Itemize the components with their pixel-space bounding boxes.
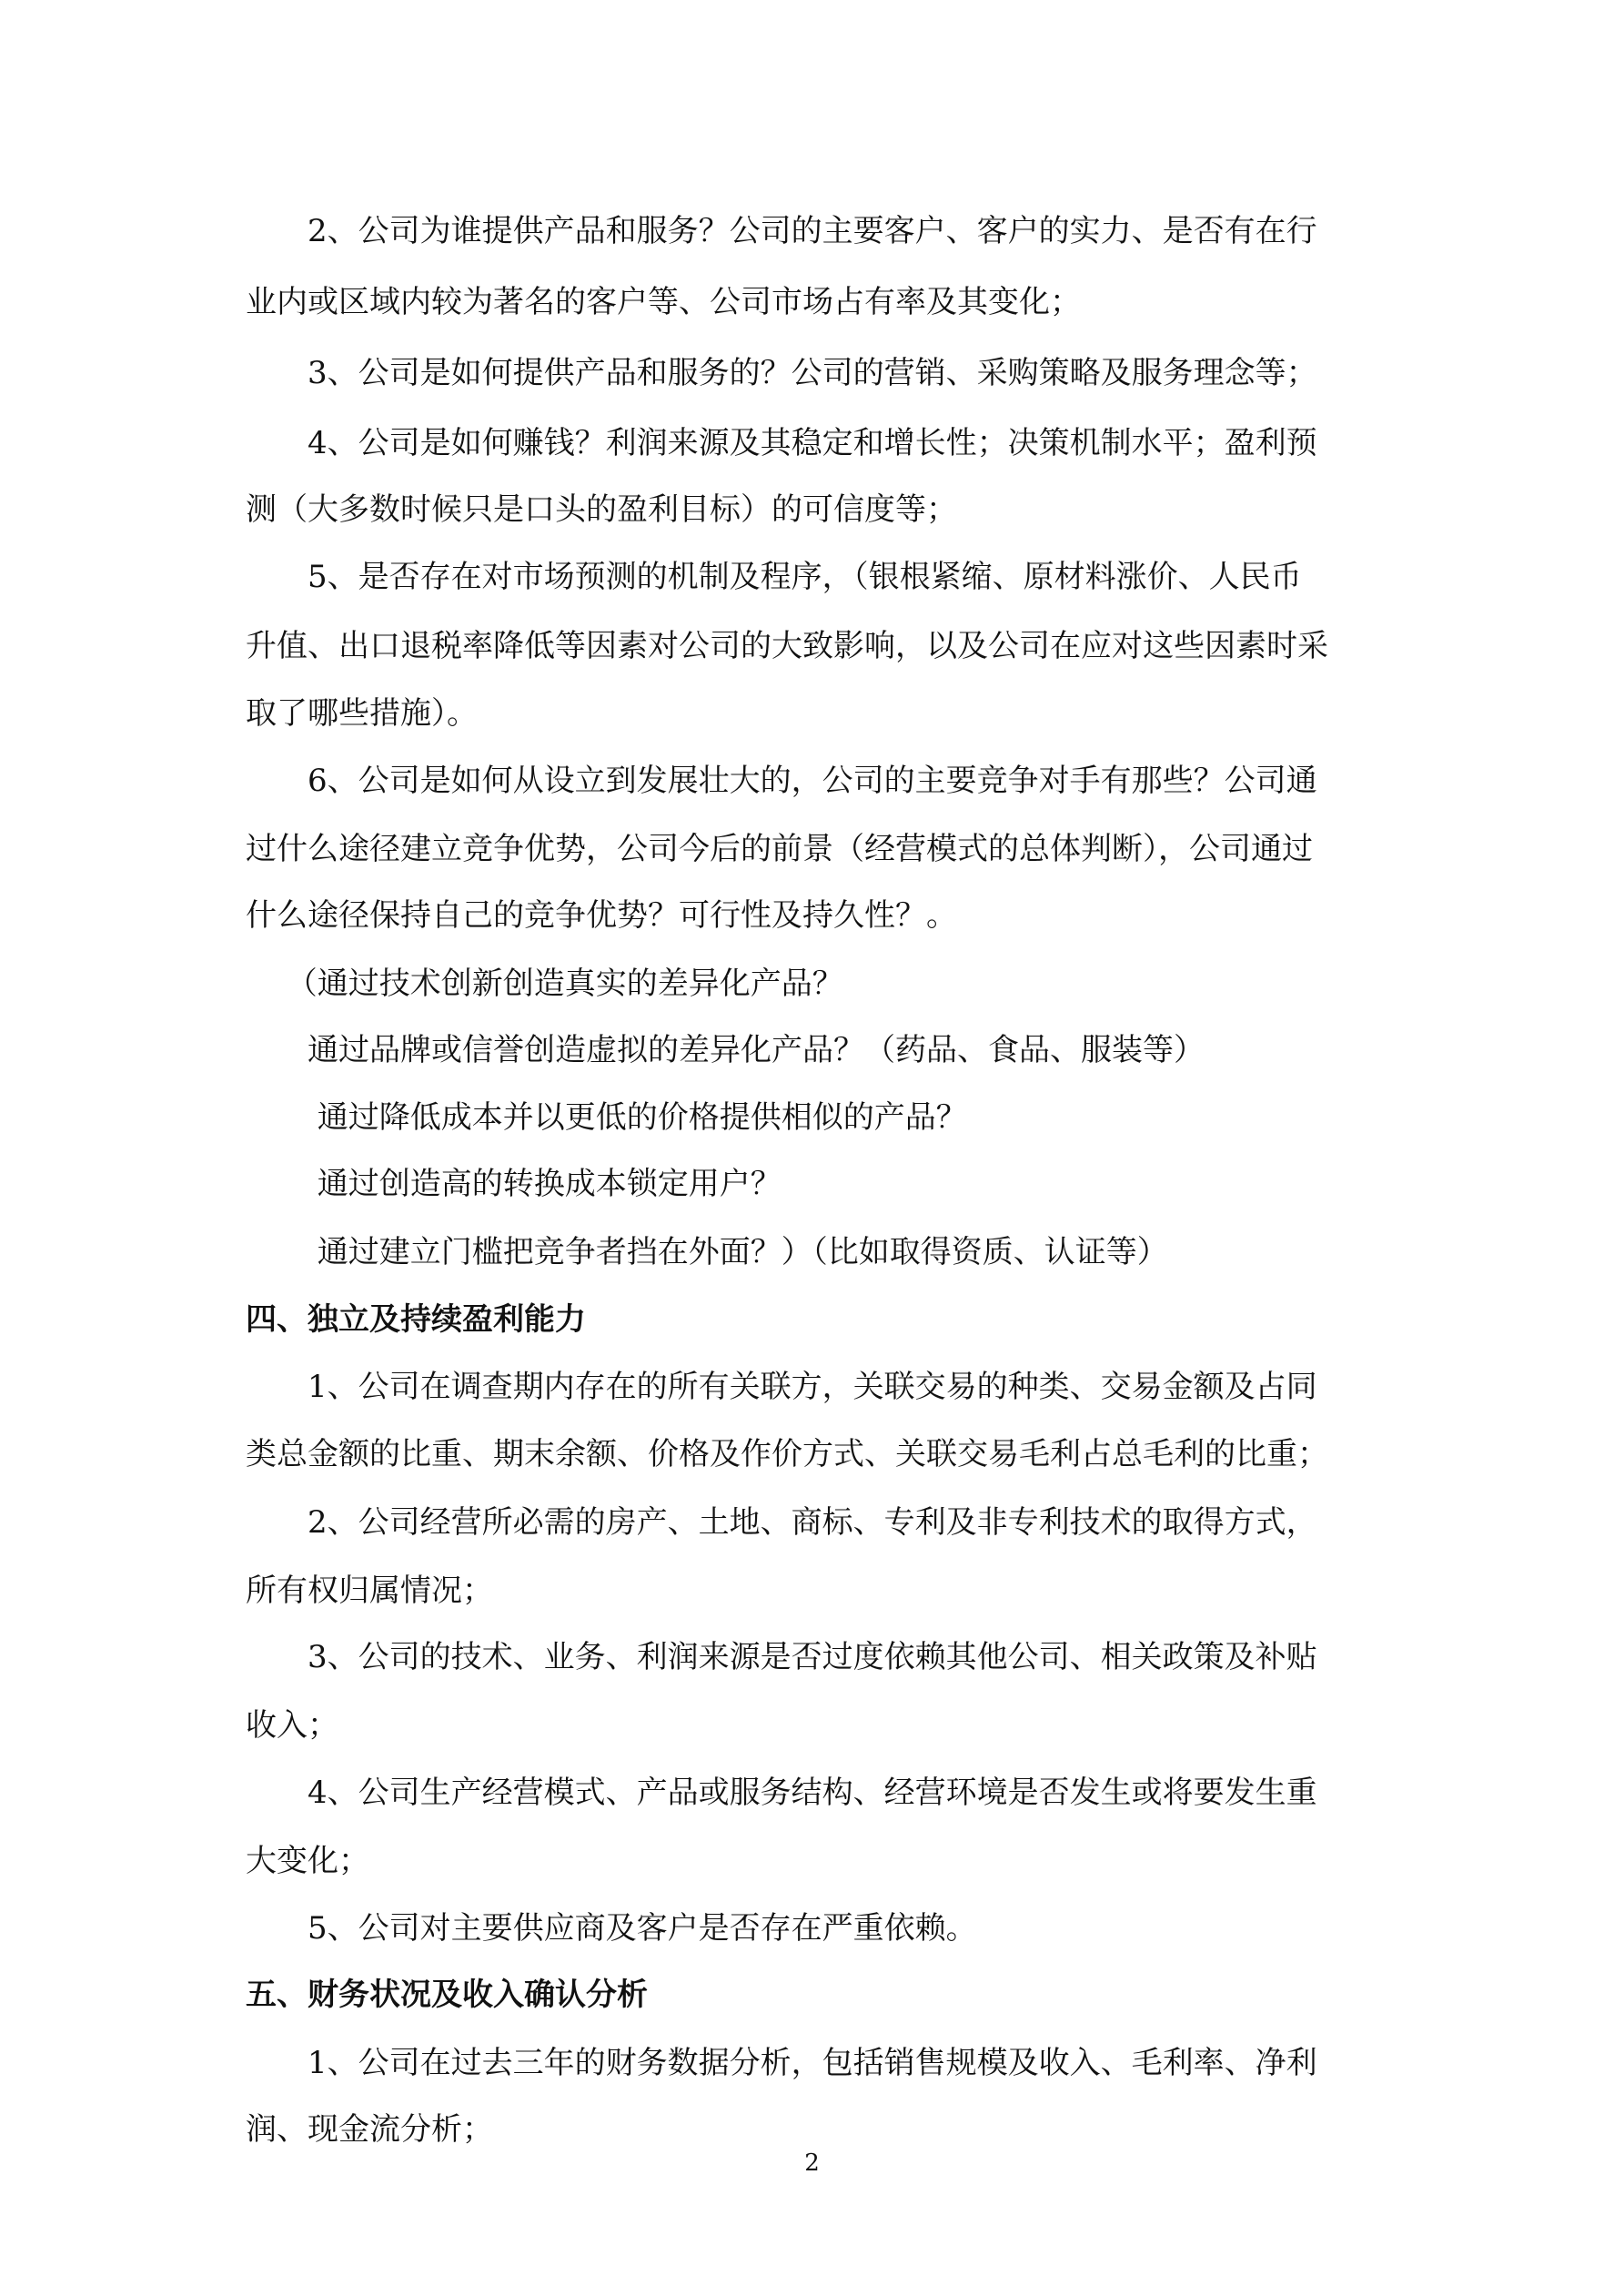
paragraph-5-forecast-line-1: 5、是否存在对市场预测的机制及程序，（银根紧缩、原材料涨价、人民币 — [246, 559, 1302, 595]
section-4-item-1-line-1: 1、公司在调查期内存在的所有关联方，关联交易的种类、交易金额及占同 — [246, 1369, 1317, 1405]
section-heading-5: 五、财务状况及收入确认分析 — [246, 1977, 648, 2013]
section-4-item-1-line-2: 类总金额的比重、期末余额、价格及作价方式、关联交易毛利占总毛利的比重； — [246, 1436, 1328, 1472]
section-4-item-3-line-1: 3、公司的技术、业务、利润来源是否过度依赖其他公司、相关政策及补贴 — [246, 1639, 1317, 1675]
strategy-item-cost: 通过降低成本并以更低的价格提供相似的产品？ — [246, 1099, 967, 1136]
paragraph-5-forecast-line-2: 升值、出口退税率降低等因素对公司的大致影响，以及公司在应对这些因素时采 — [246, 628, 1328, 664]
paragraph-6-competition-line-3: 什么途径保持自己的竞争优势？可行性及持久性？。 — [246, 897, 957, 934]
strategy-item-innovation: （通过技术创新创造真实的差异化产品？ — [246, 966, 843, 1002]
strategy-item-switching-cost: 通过创造高的转换成本锁定用户？ — [246, 1166, 782, 1202]
strategy-item-brand: 通过品牌或信誉创造虚拟的差异化产品？（药品、食品、服装等） — [246, 1032, 1205, 1068]
section-4-item-2-line-1: 2、公司经营所必需的房产、土地、商标、专利及非专利技术的取得方式， — [246, 1504, 1317, 1541]
paragraph-6-competition-line-1: 6、公司是如何从设立到发展壮大的，公司的主要竞争对手有那些？公司通 — [246, 763, 1317, 799]
section-5-item-1-line-2: 润、现金流分析； — [246, 2111, 493, 2148]
section-4-item-4-line-1: 4、公司生产经营模式、产品或服务结构、经营环境是否发生或将要发生重 — [246, 1775, 1317, 1811]
section-4-item-4-line-2: 大变化； — [246, 1843, 369, 1879]
paragraph-2-customers-line-2: 业内或区域内较为著名的客户等、公司市场占有率及其变化； — [246, 284, 1081, 320]
section-4-item-3-line-2: 收入； — [246, 1707, 338, 1744]
paragraph-4-profit-line-1: 4、公司是如何赚钱？利润来源及其稳定和增长性；决策机制水平；盈利预 — [246, 425, 1317, 461]
section-5-item-1-line-1: 1、公司在过去三年的财务数据分析，包括销售规模及收入、毛利率、净利 — [246, 2045, 1317, 2081]
section-4-item-2-line-2: 所有权归属情况； — [246, 1573, 493, 1609]
paragraph-4-profit-line-2: 测（大多数时候只是口头的盈利目标）的可信度等； — [246, 491, 957, 528]
paragraph-2-customers-line-1: 2、公司为谁提供产品和服务？公司的主要客户、客户的实力、是否有在行 — [246, 213, 1317, 249]
section-heading-4: 四、独立及持续盈利能力 — [246, 1301, 586, 1338]
paragraph-3-marketing: 3、公司是如何提供产品和服务的？公司的营销、采购策略及服务理念等； — [246, 355, 1317, 391]
page-number: 2 — [804, 2149, 820, 2177]
section-4-item-5: 5、公司对主要供应商及客户是否存在严重依赖。 — [246, 1910, 977, 1947]
paragraph-6-competition-line-2: 过什么途径建立竞争优势，公司今后的前景（经营模式的总体判断），公司通过 — [246, 831, 1313, 867]
strategy-item-barrier: 通过建立门槛把竞争者挡在外面？）（比如取得资质、认证等） — [246, 1234, 1168, 1270]
paragraph-5-forecast-line-3: 取了哪些措施）。 — [246, 695, 478, 732]
